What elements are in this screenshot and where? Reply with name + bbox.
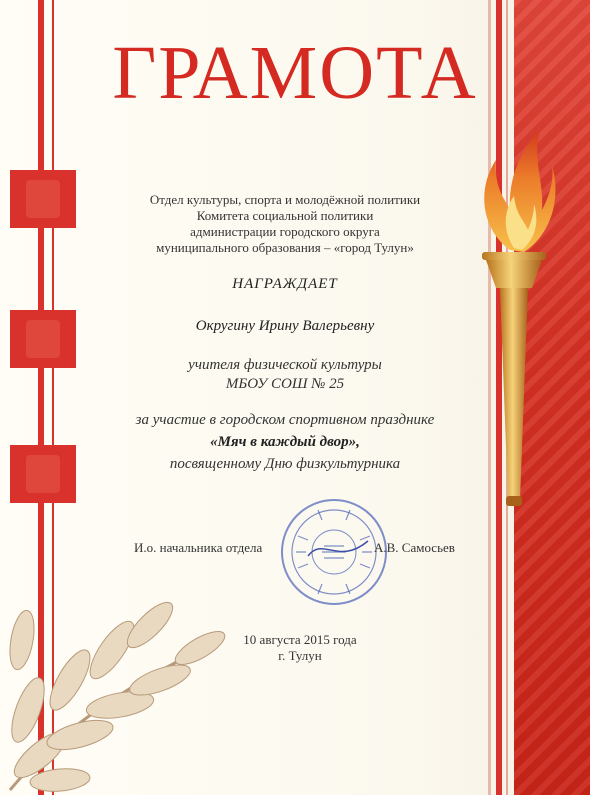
reason-line-3: посвященному Дню физкультурника xyxy=(169,456,401,472)
recipient-name: Округину Ирину Валерьевну xyxy=(195,318,375,334)
recipient-position: учителя физической культуры xyxy=(188,357,382,373)
issuer-line-4: муниципального образования – «город Тулун» xyxy=(156,240,414,255)
issuer-line-2: Комитета социальной политики xyxy=(196,208,374,223)
recipient-school: МБОУ СОШ № 25 xyxy=(225,376,345,392)
certificate-title: ГРАМОТА xyxy=(112,31,478,115)
issuer-line-3: администрации городского округа xyxy=(190,224,380,239)
event-name: «Мяч в каждый двор», xyxy=(210,434,360,450)
left-red-square xyxy=(10,445,76,503)
issue-date: 10 августа 2015 года xyxy=(243,632,357,647)
signer-name: А.В. Самосьев xyxy=(374,540,455,555)
reason-line-1: за участие в городском спортивном празднике xyxy=(135,412,435,428)
signer-title: И.о. начальника отдела xyxy=(134,540,263,555)
issuer-line-1: Отдел культуры, спорта и молодёжной политики xyxy=(149,192,421,207)
left-red-square xyxy=(10,310,76,368)
issue-city: г. Тулун xyxy=(278,648,322,663)
left-red-square xyxy=(10,170,76,228)
award-verb: НАГРАЖДАЕТ xyxy=(232,276,338,292)
